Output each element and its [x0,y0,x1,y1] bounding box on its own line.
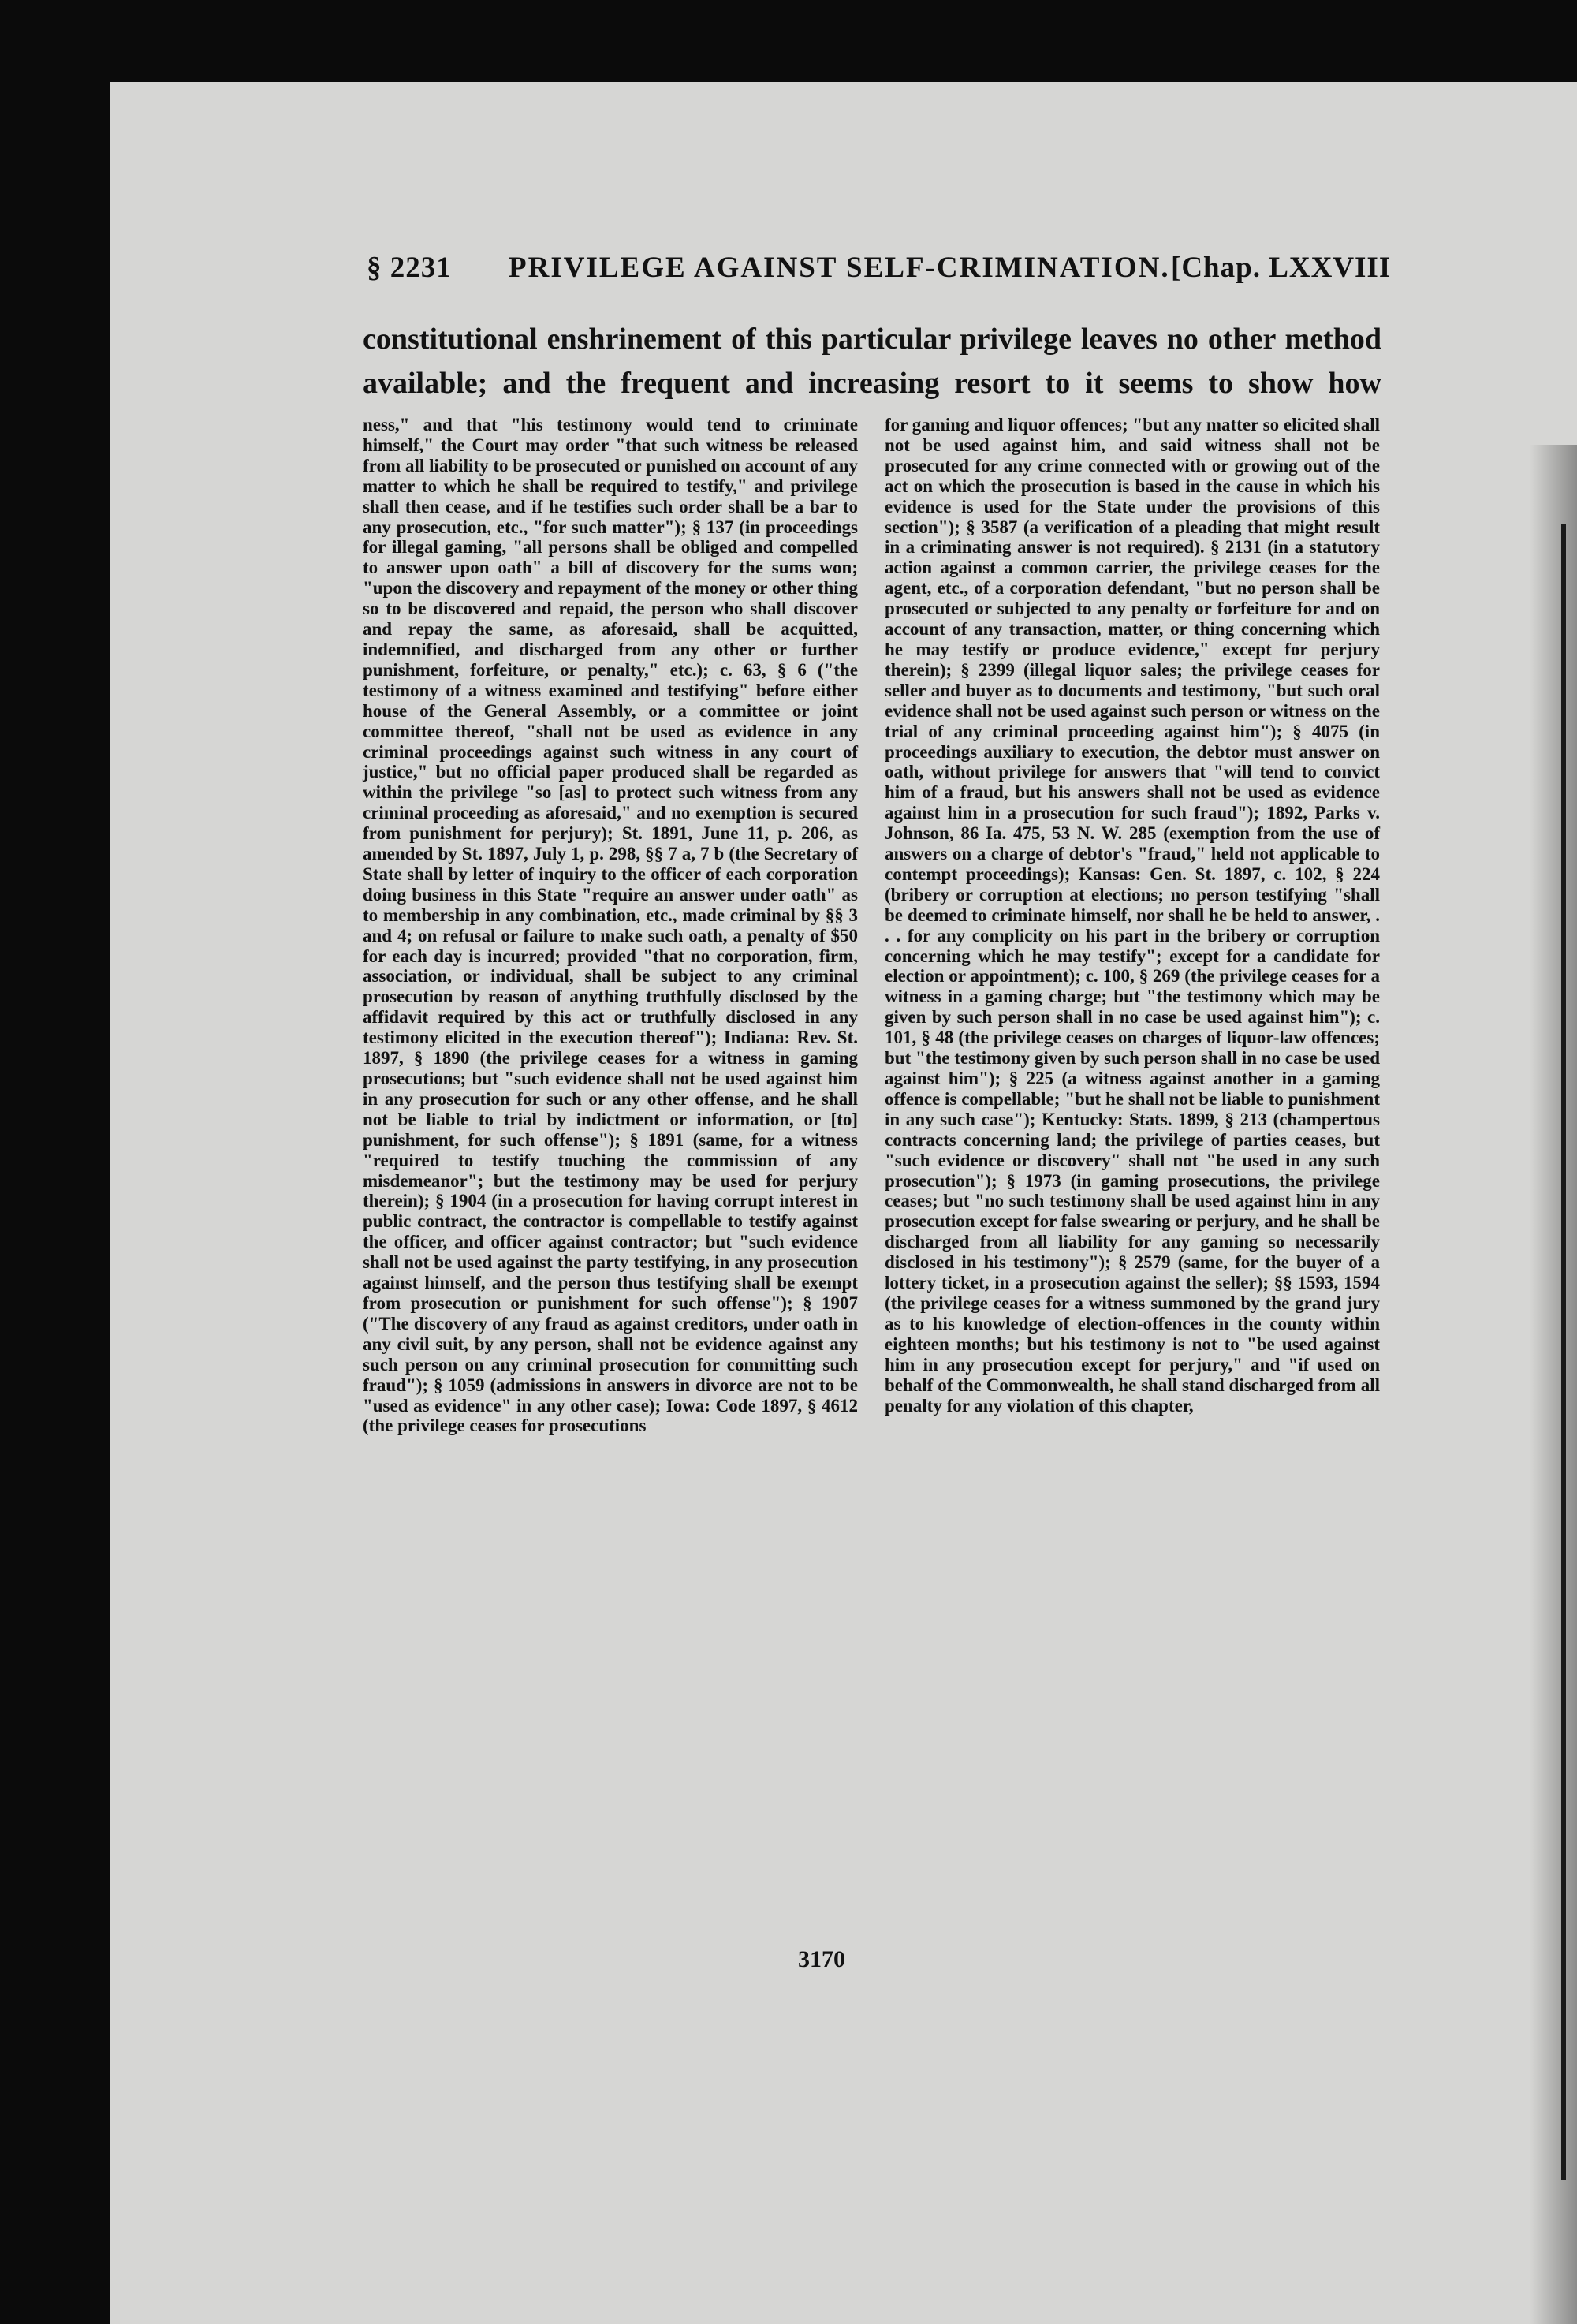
main-text-continuation: constitutional enshrinement of this particular privilege leaves no other method available; and the frequent and increasing resort to it seems to show how [363,323,1381,400]
page-gutter-shadow [1530,445,1577,2324]
chapter-label: [Chap. LXXVIII [1171,252,1392,284]
footnote-column-right: for gaming and liquor offences; "but any matter so elicited shall not be used against him, and said witness shall not be prosecuted for any crime connected with or growing out of the act on which the prosecution is based in the cause in which his evidence is used for the State under the provisions of this section"); § 3587 (a verification of a pleading that might result in a criminating answer is not required). § 2131 (in a statutory action against a common carrier, the privilege ceases for the agent, etc., of a corporation defendant, "but no person shall be prosecuted or subjected to any penalty or forfeiture for and on account of any transaction, matter, or thing concerning which he may testify or produce evidence," except for perjury therein); § 2399 (illegal liquor sales; the privilege ceases for seller and buyer as to documents and testimony, "but such oral evidence shall not be used against such person or witness on the trial of any criminal proceeding against him"); § 4075 (in proceedings auxiliary to execution, the debtor must answer on oath, without privilege for answers that "will tend to convict him of a fraud, but his answers shall not be used as evidence against him in a prosecution for such fraud"); 1892, Parks v. Johnson, 86 Ia. 475, 53 N. W. 285 (exemption from the use of answers on a charge of debtor's "fraud," held not applicable to contempt proceedings); Kansas: Gen. St. 1897, c. 102, § 224 (bribery or corruption at elections; no person testifying "shall be deemed to criminate himself, nor shall he be held to answer, . . . for any complicity on his part in the bribery or corruption concerning which he may testify"; except for a candidate for election or appointment); c. 100, § 269 (the privilege ceases for a witness in a gaming charge; but "the testimony which may be given by such person shall in no case be used against him"); c. 101, § 48 (the privilege ceases on charges of liquor-law offences; but "the testimony given by such person shall in no case be used against him"); § 225 (a witness against another in a gaming offence is compellable; "but he shall not be liable to punishment in any such case"); Kentucky: Stats. 1899, § 213 (champertous contracts concerning land; the privilege of parties ceases, but "such evidence or discovery" shall not "be used in any such prosecution"); § 1973 (in gaming prosecutions, the privilege ceases; but "no such testimony shall be used against him in any prosecution except for false swearing or perjury, and he shall be discharged from all liability for any gaming so necessarily disclosed in his testimony"); § 2579 (same, for the buyer of a lottery ticket, in a prosecution against the seller); §§ 1593, 1594 (the privilege ceases for a witness summoned by the grand jury as to his knowledge of election-offences in the county within eighteen months; but his testimony is not to "be used against him in any prosecution except for perjury," and "if used on behalf of the Commonwealth, he shall stand discharged from all penalty for any violation of this chapter, [885,415,1380,1416]
section-number: § 2231 [367,252,452,284]
page-number: 3170 [798,1946,845,1972]
running-title: PRIVILEGE AGAINST SELF-CRIMINATION. [509,252,1170,284]
page-edge-line [1561,524,1566,2180]
footnote-column-left: ness," and that "his testimony would tend to criminate himself," the Court may order "that such witness be released from all liability to be prosecuted or punished on account of any matter to which he shall be required to testify," and privilege shall then cease, and if he testifies such order shall be a bar to any prosecution, etc., "for such matter"); § 137 (in proceedings for illegal gaming, "all persons shall be obliged and compelled to answer upon oath" a bill of discovery for the sums won; "upon the discovery and repayment of the money or other thing so to be discovered and repaid, the person who shall discover and repay the same, as aforesaid, shall be acquitted, indemnified, and discharged from any other or further punishment, forfeiture, or penalty," etc.); c. 63, § 6 ("the testimony of a witness examined and testifying" before either house of the General Assembly, or a committee or joint committee thereof, "shall not be used as evidence in any criminal proceedings against such witness in any court of justice," but no official paper produced shall be regarded as within the privilege "so [as] to protect such witness from any criminal proceeding as aforesaid," and no exemption is secured from punishment for perjury); St. 1891, June 11, p. 206, as amended by St. 1897, July 1, p. 298, §§ 7 a, 7 b (the Secretary of State shall by letter of inquiry to the officer of each corporation doing business in this State "require an answer under oath" as to membership in any combination, etc., made criminal by §§ 3 and 4; on refusal or failure to make such oath, a penalty of $50 for each day is incurred; provided "that no corporation, firm, association, or individual, shall be subject to any criminal prosecution by reason of anything truthfully disclosed by the affidavit required by this act or truthfully disclosed in any testimony elicited in the execution thereof"); Indiana: Rev. St. 1897, § 1890 (the privilege ceases for a witness in gaming prosecutions; but "such evidence shall not be used against him in any prosecution for such or any other offense, and he shall not be liable to trial by indictment or information, or [to] punishment, for such offense"); § 1891 (same, for a witness "required to testify touching the commission of any misdemeanor"; but the testimony may be used for perjury therein); § 1904 (in a prosecution for having corrupt interest in public contract, the contractor is compellable to testify against the officer, and officer against contractor; but "such evidence shall not be used against the party testifying, in any prosecution against himself, and the person thus testifying shall be exempt from prosecution or punishment for such offense"); § 1907 ("The discovery of any fraud as against creditors, under oath in any civil suit, by any person, shall not be evidence against any such person on any criminal prosecution for committing such fraud"); § 1059 (admissions in answers in divorce are not to be "used as evidence" in any other case); Iowa: Code 1897, § 4612 (the privilege ceases for prosecutions [363,415,858,1436]
